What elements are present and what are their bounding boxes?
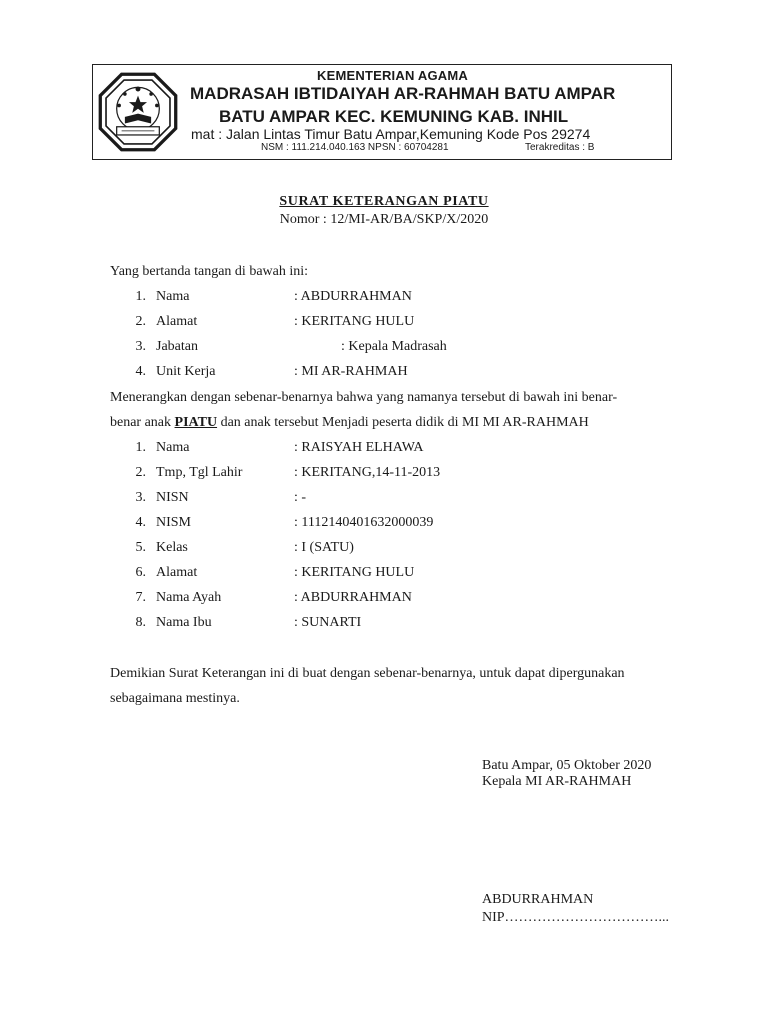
letter-title: SURAT KETERANGAN PIATU (279, 194, 489, 209)
field-value: : KERITANG HULU (294, 314, 415, 329)
field-value: : RAISYAH ELHAWA (294, 440, 424, 455)
field-value: : I (SATU) (294, 540, 354, 555)
closing-line-1: Demikian Surat Keterangan ini di buat dengan sebenar-benarnya, untuk dapat dipergunakan (110, 666, 625, 681)
field-label: Nama (156, 440, 190, 455)
field-label: Nama Ayah (156, 590, 222, 605)
piatu-emphasis: PIATU (174, 415, 218, 430)
field-label: Kelas (156, 540, 188, 555)
intro-text: Yang bertanda tangan di bawah ini: (110, 264, 309, 279)
school-address: mat : Jalan Lintas Timur Batu Ampar,Kemuning Kode Pos 29274 (191, 126, 591, 142)
signer-name: ABDURRAHMAN (482, 892, 594, 907)
school-name-line2: BATU AMPAR KEC. KEMUNING KAB. INHIL (219, 107, 569, 126)
field-label: Unit Kerja (156, 364, 216, 379)
field-value: : ABDURRAHMAN (294, 289, 412, 304)
field-label: Tmp, Tgl Lahir (156, 465, 243, 480)
field-number: 3. (135, 490, 146, 505)
ministry-of-religion-emblem-icon (97, 71, 179, 153)
field-value: : - (294, 490, 307, 505)
letter-number: Nomor : 12/MI-AR/BA/SKP/X/2020 (279, 212, 489, 227)
field-label: Alamat (156, 314, 198, 329)
field-value: : KERITANG HULU (294, 565, 415, 580)
field-number: 2. (135, 314, 146, 329)
field-number: 1. (135, 440, 146, 455)
field-value: : 1112140401632000039 (294, 515, 434, 530)
field-label: Alamat (156, 565, 198, 580)
field-value: : Kepala Madrasah (341, 339, 447, 354)
signer-nip: NIP……………………………... (482, 910, 670, 925)
field-label: Jabatan (156, 339, 198, 354)
field-number: 5. (135, 540, 146, 555)
field-number: 1. (135, 289, 146, 304)
field-number: 2. (135, 465, 146, 480)
field-label: NISN (156, 490, 189, 505)
ministry-name: KEMENTERIAN AGAMA (317, 68, 468, 83)
field-value: : MI AR-RAHMAH (294, 364, 408, 379)
field-number: 3. (135, 339, 146, 354)
field-value: : KERITANG,14-11-2013 (294, 465, 441, 480)
school-accreditation: Terakreditas : B (525, 142, 595, 153)
school-name-line1: MADRASAH IBTIDAIYAH AR-RAHMAH BATU AMPAR (190, 84, 616, 103)
signature-position: Kepala MI AR-RAHMAH (482, 774, 632, 789)
statement-line-2-end: dan anak tersebut Menjadi peserta didik di MI MI AR-RAHMAH (217, 415, 589, 430)
field-number: 8. (135, 615, 146, 630)
field-number: 4. (135, 364, 146, 379)
field-label: NISM (156, 515, 192, 530)
school-nsm-npsn: NSM : 111.214.040.163 NPSN : 60704281 (261, 142, 449, 153)
field-number: 7. (135, 590, 146, 605)
letterhead (92, 64, 672, 160)
field-number: 6. (135, 565, 146, 580)
signature-place-date: Batu Ampar, 05 Oktober 2020 (482, 758, 652, 773)
field-label: Nama (156, 289, 190, 304)
statement-line-2 (110, 415, 589, 431)
field-value: : ABDURRAHMAN (294, 590, 412, 605)
field-number: 4. (135, 515, 146, 530)
closing-line-2: sebagaimana mestinya. (110, 691, 240, 706)
field-label: Nama Ibu (156, 615, 212, 630)
statement-line-1: Menerangkan dengan sebenar-benarnya bahwa yang namanya tersebut di bawah ini benar- (110, 390, 618, 405)
field-value: : SUNARTI (294, 615, 362, 630)
statement-line-2-start: benar anak (110, 415, 175, 430)
